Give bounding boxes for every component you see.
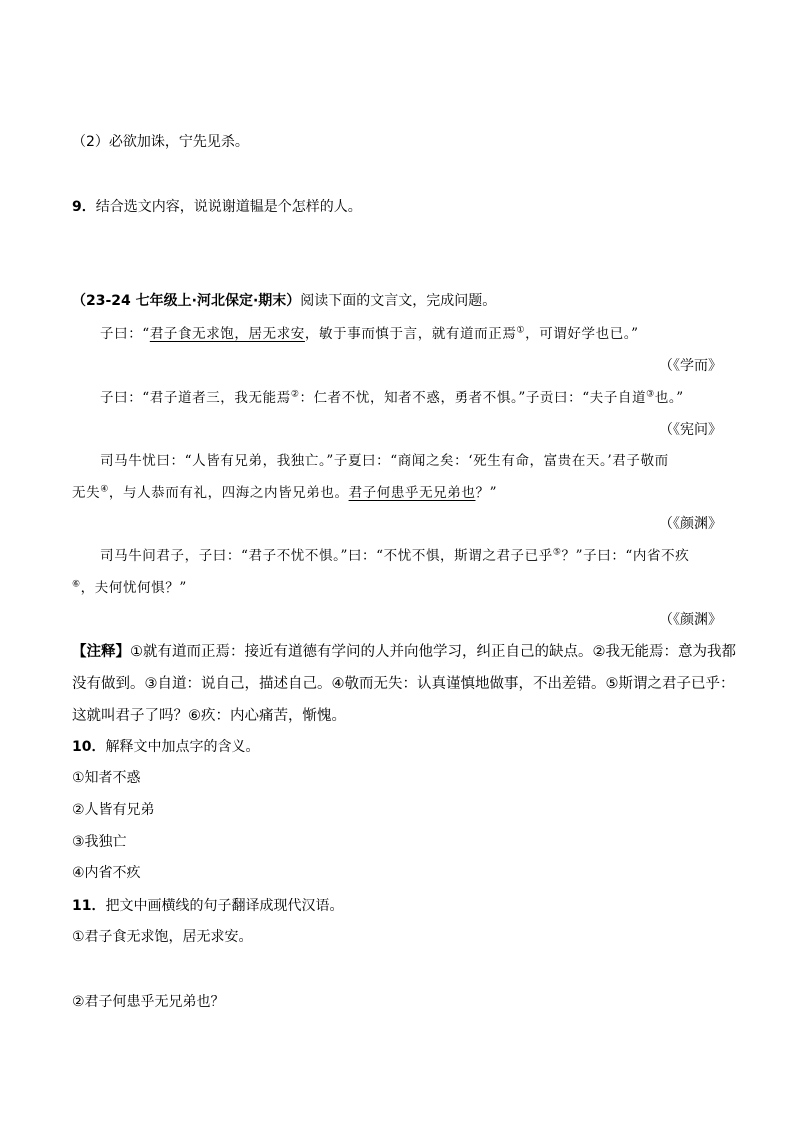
note-ref-3: ③: [646, 389, 655, 400]
passage-2-source: （《宪问》: [659, 422, 722, 438]
passage-4-text-c: ，夫何忧何惧？”: [80, 580, 187, 596]
question-11: [72, 896, 343, 916]
reading-intro: [72, 291, 496, 311]
question-10-item-4: ④内省不疚: [72, 865, 141, 881]
passage-1-source: （《学而》: [659, 358, 722, 374]
question-10-item-3: ③我独亡: [72, 834, 127, 850]
passage-3-line-2: [72, 483, 497, 503]
question-11-number: 11．: [72, 898, 106, 914]
passage-2: [100, 388, 684, 408]
passage-4-source: （《颜渊》: [659, 612, 722, 628]
note-ref-6: ⑥: [72, 579, 81, 590]
question-10-text: 解释文中加点字的含义。: [105, 739, 260, 755]
passage-2-text-b: ：仁者不忧，知者不惑，勇者不惧。”子贡曰：“夫子自道: [299, 390, 647, 406]
passage-4-line-2: [72, 578, 187, 598]
question-10-item-2: ②人皆有兄弟: [72, 802, 155, 818]
question-10: [72, 737, 259, 757]
passage-3-text-b: ，与人恭而有礼，四海之内皆兄弟也。: [108, 485, 349, 501]
question-11-item-1: ①君子食无求饱，居无求安。: [72, 929, 253, 945]
question-9: [72, 197, 362, 217]
notes-text-1: ①就有道而正焉：接近有道德有学问的人并向他学习，纠正自己的缺点。②我无能焉：意为我都: [130, 644, 736, 660]
question-9-text: 结合选文内容，说说谢道韫是个怎样的人。: [95, 199, 362, 215]
question-10-item-1: ①知者不惑: [72, 770, 141, 786]
passage-3-text-a: 无失: [72, 485, 101, 501]
passage-1-text-a: 子曰：“: [100, 326, 150, 342]
passage-4-line-1: [100, 546, 689, 566]
passage-4-text-b: ？”子曰：“内省不疚: [561, 548, 690, 564]
notes-line-2: 没有做到。③自道：说自己，描述自己。④敬而无失：认真谨慎地做事，不出差错。⑤斯谓之君子已乎：: [72, 676, 735, 692]
note-ref-2: ②: [290, 389, 300, 400]
passage-1-underlined: 君子食无求饱，居无求安: [149, 326, 305, 342]
note-ref-1: ①: [516, 325, 526, 336]
passage-3-line-1: 司马牛忧曰：“人皆有兄弟，我独亡。”子夏曰：“商闻之矣：‘死生有命，富贵在天。’君子敬而: [100, 453, 669, 469]
reading-instruction: 阅读下面的文言文，完成问题。: [300, 293, 497, 309]
question-11-item-2: ②君子何患乎无兄弟也？: [72, 994, 225, 1010]
passage-2-text-c: 也。”: [654, 390, 684, 406]
q8-item-2-number: （2）: [72, 134, 109, 150]
passage-3-underlined: 君子何患乎无兄弟也: [348, 485, 476, 501]
passage-2-text-a: 子曰：“君子道者三，我无能焉: [100, 390, 291, 406]
question-11-text: 把文中画横线的句子翻译成现代汉语。: [105, 898, 344, 914]
question-10-number: 10．: [72, 739, 106, 755]
passage-3-text-c: ？”: [475, 485, 498, 501]
q8-item-2: [72, 132, 249, 152]
note-ref-5: ⑤: [552, 547, 562, 558]
passage-3-source: （《颜渊》: [659, 516, 722, 532]
q8-item-2-text: 必欲加诛，宁先见杀。: [108, 134, 249, 150]
passage-1-text-c: ，可谓好学也已。”: [525, 326, 639, 342]
passage-4-text-a: 司马牛问君子，子曰：“君子不忧不惧。”曰：“不忧不惧，斯谓之君子已乎: [100, 548, 553, 564]
passage-1: [100, 324, 639, 344]
note-ref-4: ④: [100, 484, 109, 495]
passage-1-text-b: ，敏于事而慎于言，就有道而正焉: [304, 326, 517, 342]
question-9-number: 9．: [72, 199, 96, 215]
notes-label: 【注释】: [72, 644, 130, 660]
notes-line-3: 这就叫君子了吗？⑥疚：内心痛苦，惭愧。: [72, 708, 346, 724]
exam-source: （23-24 七年级上·河北保定·期末）: [72, 293, 301, 309]
notes-line-1: [72, 642, 736, 662]
